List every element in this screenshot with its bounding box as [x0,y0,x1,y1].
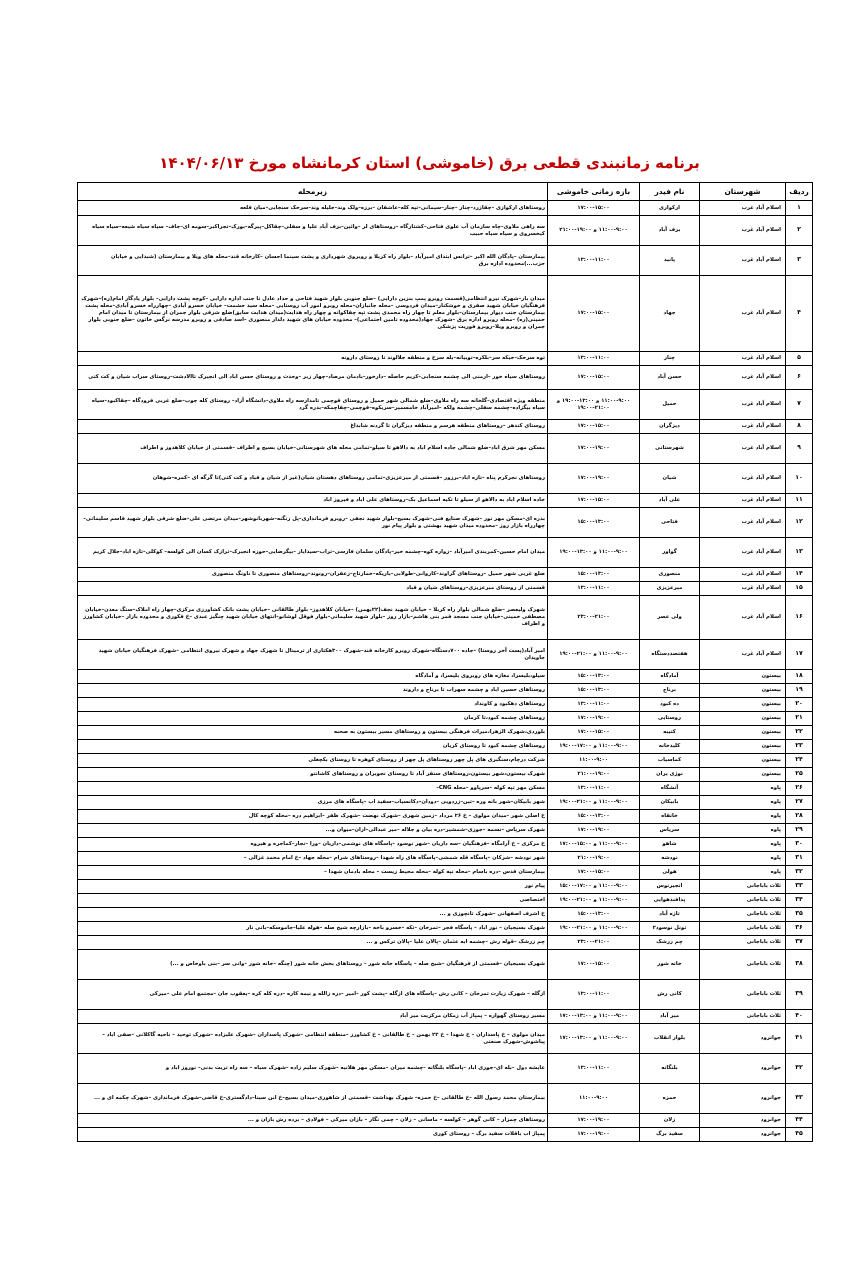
row-area: بیمارستان قدس –دره باسام –محله تپه کوله –محله محیط زیست – محله بادمان شهدا – [78,866,548,880]
row-index: ۳۷ [786,936,813,950]
row-city: بیستون [700,726,786,740]
row-area: میدان امام حسین–کمربندی امیرآباد –زواره کوه–چشمه خیر–پادگان سلمان فارسی–تراب–سیدایاز –بیگرضایی–حوزه انجیرک–ترازک کسان الی کولسه– کوکلی–تازه اباد–جلال کریم [78,538,548,568]
row-feeder: بلنگانه [640,1054,700,1084]
table-row [78,494,813,508]
table-row [78,1054,813,1084]
row-area: بیمارستان محمد رسول الله –خ طالقانی –خ حمزه– شهرک بهداشت –قسمتی از شاهوری–میدان بسیج–خ ابن سینا–دادگستری–خ قاضی–شهرک فرمانداری –شهرک چکمه ای و ... [78,1084,548,1114]
row-index: ۳۹ [786,980,813,1010]
row-time: ۱۱:۰۰-۹:۰۰ و ۲۱:۰۰-۱۹:۰۰ [548,640,640,670]
table-row [78,880,813,894]
row-time: ۱۵:۰۰-۱۳:۰۰ [548,810,640,824]
row-index: ۶ [786,366,813,390]
table-row [78,434,813,464]
column-header-time: بازه زمانی خاموشی [548,183,640,201]
row-index: ۳۵ [786,908,813,922]
row-city: اسلام آباد غرب [700,596,786,640]
row-index: ۱۵ [786,582,813,596]
row-feeder: هفتصددستگاه [640,640,700,670]
row-index: ۱۷ [786,640,813,670]
table-row [78,950,813,980]
row-city: اسلام آباد غرب [700,366,786,390]
row-city: جوانرود [700,1114,786,1128]
row-feeder: چم زرشک [640,936,700,950]
table-row [78,1114,813,1128]
row-index: ۲۳ [786,740,813,754]
row-feeder: شیان [640,464,700,494]
row-index: ۳ [786,246,813,276]
row-city: ثلاث باباجانی [700,936,786,950]
row-index: ۴۰ [786,1010,813,1024]
row-time: ۱۱:۰۰-۹:۰۰ و ۲۱:۰۰-۱۹:۰۰ [548,796,640,810]
row-time: ۱۳:۰۰-۱۱:۰۰ [548,782,640,796]
row-area: پمپاژ اب باقلات سفید برگ – روستای کوری [78,1128,548,1142]
row-feeder: سفید برگ [640,1128,700,1142]
row-area: بیمارستان –پادگان الله اکبر –ترانس ابتدای امیرآباد –بلوار راه کربلا و روبروی شهرداری و پشت سینما احسان –کارخانه قند–محله های ویلا و بیمارستان (شبدایی و خیابان حزب...)محدوده اداره برق [78,246,548,276]
row-city: اسلام آباد غرب [700,568,786,582]
row-time: ۱۳:۰۰-۱۱:۰۰ [548,980,640,1010]
row-time: ۱۷:۰۰-۱۹:۰۰ [548,434,640,464]
row-area: پیام نور [78,880,548,894]
table-header-row [78,183,813,201]
row-time: ۱۱:۰۰-۹:۰۰ و ۱۹:۰۰-۲۱:۰۰ [548,216,640,246]
row-time: ۱۷:۰۰-۱۹:۰۰ [548,464,640,494]
row-feeder: آتشگاه [640,782,700,796]
row-city: اسلام آباد غرب [700,201,786,216]
row-index: ۷ [786,390,813,420]
row-time: ۱۱:۰۰-۹:۰۰ و ۱۵:۰۰-۱۷:۰۰ [548,838,640,852]
row-city: اسلام آباد غرب [700,352,786,366]
row-feeder: حمزه [640,1084,700,1114]
row-time: ۲۱:۰۰-۱۹:۰۰ [548,768,640,782]
row-feeder: کانی رش [640,980,700,1010]
row-city: اسلام آباد غرب [700,216,786,246]
row-city: اسلام آباد غرب [700,538,786,568]
table-row [78,1084,813,1114]
row-feeder: بلوار انقلاب [640,1024,700,1054]
row-area: قسمتی از روستای میرعزیزی–روستاهای شیان و قباد [78,582,548,596]
table-row [78,582,813,596]
table-row [78,894,813,908]
table-row [78,740,813,754]
row-area: روستای کندهر –روستاهای منطقه هرسم و منطقه دیزگران تا گردنه شابداغ [78,420,548,434]
row-city: اسلام آباد غرب [700,464,786,494]
row-feeder: ده کبود [640,698,700,712]
row-time: ۱۷:۰۰-۱۵:۰۰ [548,276,640,352]
row-feeder: برف آباد [640,216,700,246]
row-city: بیستون [700,698,786,712]
row-city: بیستون [700,740,786,754]
row-feeder: پانید [640,246,700,276]
row-feeder: تازه آباد [640,908,700,922]
row-area: بدره ای–مسکن مهر نور –شهرک صنایع فنی–شهرک بسیج–بلوار شهید نجفی –روبرو فرمانداری–پل زنگنه–شهربانوشهر–میدان مرتضی علی–ضلع شرقی بلوار شهید قاسم سلیمانی–چهارراه بازار روز –محدوده میدان شهید بهشتی و بلوار پیام نور [78,508,548,538]
row-area: شهرک ولیعصر –ضلع شمالی بلوار راه کربلا – خیابان شهید نجف(۲۲بهمن) –خیابان کلاهدوز– بلوار طالقانی –خیابان پشت بانک کشاورزی مرکزی–چهار راه املاک–سنگ معدن–خیابان مصطفی خمینی–خیابان جنب مسجد قمر بنی هاشم–بازار روز –بلوار شهید سلیمانی–بلوار فوقل لوشانو–انتهای خیابان شهید چنگیز عبدی –خ فکوری و محدوده بازار –خیابان کشاورز و اطراف [78,596,548,640]
row-time: ۱۵:۰۰-۱۳:۰۰ [548,568,640,582]
row-city: بیستون [700,754,786,768]
row-feeder: انجیرنوس [640,880,700,894]
row-time: ۱۳:۰۰-۱۱:۰۰ [548,698,640,712]
row-area: منطقه ویژه اقتصادی–گلخانه سه راه ملاوی–ضلع شمالی شهر حمیل و روستای قوچمی تامدارسه راه ملاوی–دانشگاه آزاد– روستای کله جوب–ضلع غربی فرودگاه –چقاکبود–سیاه سیاه بیگزاده–چشمه سفلی–چشمه ولکه –امیرآباد خامسمیر–سربکوه–قوچمی–چقاچمکه–بدره گرد [78,390,548,420]
row-time: ۱۱:۰۰-۹:۰۰ [548,1084,640,1114]
table-row [78,201,813,216]
row-feeder: کماسیاب [640,754,700,768]
row-city: ثلاث باباجانی [700,908,786,922]
table-row [78,420,813,434]
table-row [78,726,813,740]
row-area: سه راهی ملاوی–چاه سازمان آب علوی فتاحی–کشتارگاه –روستاهای لر –وائین–برف آباد علیا و سفلی–چقاکل–پیرگه–بورک–تجراکبر–سومه ای–جاف– سیاه سیاه شیعه–سیاه سیاه کیخسروی و سیاه سیاه حبیب [78,216,548,246]
row-index: ۳۰ [786,838,813,852]
row-city: پاوه [700,824,786,838]
row-index: ۲۷ [786,796,813,810]
row-time: ۱۵:۰۰-۱۳:۰۰ [548,508,640,538]
row-city: ثلاث باباجانی [700,922,786,936]
row-time: ۱۷:۰۰-۱۵:۰۰ [548,866,640,880]
row-area: جاده اسلام اباد به دالاهو از سیلو تا تکیه اسماعیل بک–روستاهای علی اباد و فیروز اباد [78,494,548,508]
row-feeder: چنار [640,352,700,366]
row-feeder: منصوری [640,568,700,582]
row-index: ۳۳ [786,880,813,894]
row-feeder: حسن آباد [640,366,700,390]
row-area: خ اصلی شهر –میدان مولوی – خ ۲۶ مرداد –زمین شهری –شهرک نهضت –شهرک ظفر –ابراهیم دره –محله کوچه کال [78,810,548,824]
row-feeder: روستایی [640,712,700,726]
table-row [78,796,813,810]
row-area: بلوردی،شهرک الزهرا،میراث فرهنگی بیستون و روستاهای مسیر بیستون به صحنه [78,726,548,740]
row-index: ۴۵ [786,1128,813,1142]
row-time: ۱۱:۰۰-۹:۰۰ و ۱۷:۰۰-۱۵:۰۰ [548,880,640,894]
table-row [78,596,813,640]
row-area: روستاهای چشمه کبود،تا کرمان [78,712,548,726]
row-area: روستاهای ارکوازی –چقازرد–چنار –چنار–سیمانی–تپه کله–عاشقان –برزه–ولک وند–جلیله وند–سرخک سنجابی–میان قلعه [78,201,548,216]
column-header-feeder: نام فیدر [640,183,700,201]
row-city: ثلاث باباجانی [700,880,786,894]
table-row [78,936,813,950]
row-index: ۳۴ [786,894,813,908]
row-time: ۲۱:۰۰-۱۹:۰۰ [548,852,640,866]
row-feeder: خانقاه [640,810,700,824]
table-row [78,1128,813,1142]
table-row [78,1024,813,1054]
row-city: جوانرود [700,1084,786,1114]
row-time: ۱۷:۰۰-۱۹:۰۰ [548,712,640,726]
row-city: ثلاث باباجانی [700,1010,786,1024]
row-time: ۱۷:۰۰-۱۵:۰۰ [548,366,640,390]
row-city: اسلام آباد غرب [700,276,786,352]
row-time: ۱۷:۰۰-۱۵:۰۰ [548,201,640,216]
table-row [78,980,813,1010]
row-city: پاوه [700,796,786,810]
row-feeder: آمادگاه [640,670,700,684]
row-city: پاوه [700,866,786,880]
row-area: میدان مولوی – خ پاسداران – خ شهدا – خ ۲۲ بهمن – خ طالقانی – خ کشاورز –منطقه انتظامی –شهرک پاسداران –شهرک علیزاده –شهرک توحید – ناحیه گاکلانی –صفی اباد –پیاشوش–شهرک صنعتی [78,1024,548,1054]
page-title: برنامه زمانبندی قطعی برق (خاموشی) استان کرمانشاه مورخ ۱۴۰۴/۰۶/۱۳ [159,154,700,172]
column-header-city: شهرستان [700,183,786,201]
table-row [78,810,813,824]
row-feeder: هولی [640,866,700,880]
table-row [78,782,813,796]
row-index: ۵ [786,352,813,366]
row-index: ۲۶ [786,782,813,796]
row-area: خ اشرف اصفهانی –شهرک تانچوزی و ... [78,908,548,922]
row-area: شهرک سرپاس –نسمه –جوزی–شمشیر–دره بیان و جلاله –میر عبدالی–اران–میوان و... [78,824,548,838]
row-index: ۴۴ [786,1114,813,1128]
row-city: اسلام آباد غرب [700,420,786,434]
row-city: اسلام آباد غرب [700,390,786,420]
row-city: بیستون [700,768,786,782]
row-city: پاوه [700,852,786,866]
row-index: ۲۸ [786,810,813,824]
row-city: جوانرود [700,1054,786,1084]
row-feeder: بابیکان [640,796,700,810]
row-time: ۱۱:۰۰-۹:۰۰ و ۲۱:۰۰-۱۹:۰۰ [548,922,640,936]
row-time: ۱۱:۰۰-۹:۰۰ و ۲۱:۰۰-۱۹:۰۰ [548,894,640,908]
row-index: ۴ [786,276,813,352]
row-feeder: پدافندهوایی [640,894,700,908]
row-index: ۱۹ [786,684,813,698]
row-area: امیر آباد(پست آخر روستا) –جاده ۷۰۰دستگاه–شهرک روبرو کارخانه قند–شهرک ۳۰۰هکتاری از ترمینال تا شهرک جهاد و شهرک نیروی انتظامی –شهرک فرهنگیان خیابان شهید جاویدان [78,640,548,670]
row-time: ۱۱:۰۰-۹:۰۰ [548,754,640,768]
row-feeder: میر آباد [640,1010,700,1024]
table-row [78,246,813,276]
row-feeder: نودشه [640,852,700,866]
row-index: ۴۱ [786,1024,813,1054]
table-row [78,670,813,684]
row-index: ۴۳ [786,1084,813,1114]
row-city: اسلام آباد غرب [700,582,786,596]
row-feeder: زلان [640,1114,700,1128]
row-feeder: کلیدخانه [640,740,700,754]
row-area: میدان بار–شهرک نیرو انتظامی(قسمت روبرو پمپ بنزین دارایی) –ضلع جنوبی بلوار شهید فتاحی و حداد عادل تا جنب اداره دارایی –کوچه پشت دارایی– بلوار یادگار امام(ره)–شهرک فرهنگیان خیابان شهید صفری و خوشکنار–میدان فردوسی –محله جانبازان–محله روبرو امور آب روستایی –محله سید حشمت– خیابان خسرو آبادی –چهارراه خسرو آبادی–محله پشت بیمارستان جنب دیوار بیمارستان–بلوار معلم تا چهار راه محمدی پشت تپه چقاکوانه و چهار راه هدایت(میدان هدایت سابق)ضلع شرقی بلوار جمران از بیمارستان تا میدان امام خمینی(ره) –محله روبرو اداره برق –شهرک جهاد(محدوده تامین اجتماعی)– محدوده خیابان های شهید دلدار منصوری –اسد صادقی و روبرو مدرسه نرگس خاتون –ضلع جنوبی بلوار جمران و روبرو ویلا–روبرو فوریت پزشکی [78,276,548,352]
row-feeder: ارکوازی [640,201,700,216]
table-row [78,390,813,420]
row-time: ۱۵:۰۰-۱۳:۰۰ [548,908,640,922]
table-row [78,852,813,866]
row-city: پاوه [700,810,786,824]
table-row [78,754,813,768]
table-row [78,352,813,366]
row-city: جوانرود [700,1024,786,1054]
row-city: ثلاث باباجانی [700,980,786,1010]
row-time: ۲۳:۰۰-۲۱:۰۰ [548,596,640,640]
row-feeder: کتیبه [640,726,700,740]
table-row [78,508,813,538]
table-row [78,538,813,568]
row-index: ۲۰ [786,698,813,712]
row-area: شهر بابیکان–شهر بانه وره –تین–زردویی –دودان–دکانسیاب–سفید اب –پاسگاه های مرزی [78,796,548,810]
row-time: ۱۷:۰۰-۱۹:۰۰ [548,1128,640,1142]
row-feeder: خانه شور [640,950,700,980]
row-area: شهرک بسیجیان – نور اباد – پاسگاه فجر –تمرخان –تکه –خسرو باخه –بازارچه شیخ صله –هوله علیا–جاموسکه–بانی نار [78,922,548,936]
row-city: اسلام آباد غرب [700,640,786,670]
row-area: عایشه دول –بله ای–جوری اباد –پاسگاه بلنگانه –چشمه میران –مسکن مهر هلانیه –شهرک سلیم زاده –شهرک سیاه – سه راه تربت بدنی– نوروز اباد و [78,1054,548,1084]
row-index: ۱۸ [786,670,813,684]
row-city: جوانرود [700,1128,786,1142]
row-area: چم زرشک –قوله رش –چشمه ابه عثمان –پالان علیا –پالان ترکس و ... [78,936,548,950]
row-index: ۲ [786,216,813,246]
table-row [78,640,813,670]
row-index: ۱۱ [786,494,813,508]
row-feeder: سریاس [640,824,700,838]
row-city: اسلام آباد غرب [700,246,786,276]
table-row [78,684,813,698]
row-city: اسلام آباد غرب [700,434,786,464]
row-area: ضلع غربی شهر حمیل –روستاهای گراوند–کاروانی–طولابی–باریکه–خمارتاج–زعفران–رونوند–روستاهای منصوری تا ناونگ منصوری [78,568,548,582]
row-index: ۲۵ [786,768,813,782]
row-time: ۱۳:۰۰-۱۱:۰۰ [548,352,640,366]
row-area: روستاهای سیاه خور –ارمنی الی چشمه سنجابی–کریم حاصله –دارخور–بادمان مرصاد–چهار زبر –وحدت و روستای حسن اباد الی انجیرک تاالادشت–روستای سراب شیان و کت کتی [78,366,548,390]
row-city: اسلام آباد غرب [700,494,786,508]
row-index: ۲۲ [786,726,813,740]
row-area: روستاهای دهکبود و کاونداد [78,698,548,712]
row-feeder: حمیل [640,390,700,420]
row-feeder: میرعزیزی [640,582,700,596]
row-time: ۱۳:۰۰-۱۱:۰۰ [548,1054,640,1084]
column-header-index: ردیف [786,183,813,201]
row-index: ۱۲ [786,508,813,538]
table-row [78,712,813,726]
row-index: ۹ [786,434,813,464]
row-area: روستاهای حسین اباد و چشمه سهراب تا برناج و داروند [78,684,548,698]
row-area: مسیر روستای گهواره – پمپاژ آب زمکان مرکزیت میر آباد [78,1010,548,1024]
outage-schedule-table [77,182,813,1142]
row-feeder: شاهو [640,838,700,852]
row-time: ۱۷:۰۰-۱۹:۰۰ [548,824,640,838]
row-area: شهرک بسیجیان –قسمتی از فرهنگیان –شیخ صله – پاسگاه خانه شور – روستاهای بخش خانه شور (چنگه –خانه شور –وانی سر –بنی باوخاص و ...) [78,950,548,980]
row-time: ۱۷:۰۰-۱۵:۰۰ [548,420,640,434]
row-index: ۳۶ [786,922,813,936]
row-time: ۱۵:۰۰-۱۳:۰۰ [548,670,640,684]
row-area: شهرک بیستون،شهر بیستون،روستاهای سنقر آباد تا روستای نجوبران و روستاهای کاشانتو [78,768,548,782]
row-area: توه سرخک–خیکه سر–بلکره–توبیانه–بله سرخ و منطقه جلالوند تا روستای دارونه [78,352,548,366]
row-area: شرکت درچام،سنگبری های پل چهر روستاهای پل چهر از روستای کوهره تا روستای بکچغلی [78,754,548,768]
row-time: ۱۱:۰۰-۹:۰۰ و ۱۳:۰۰-۱۹:۰۰ و ۲۱:۰۰-۱۹:۰۰ [548,390,640,420]
table-row [78,568,813,582]
row-city: ثلاث باباجانی [700,894,786,908]
table-row [78,922,813,936]
table-row [78,838,813,852]
row-city: بیستون [700,684,786,698]
table-row [78,216,813,246]
row-city: پاوه [700,782,786,796]
row-time: ۲۳:۰۰-۲۱:۰۰ [548,936,640,950]
row-area: مسکن مهر شرق اباد–ضلع شمالی جاده اسلام اباد به دالاهو تا سیلو–تمامی محله های شهرستانی–خیابان بسیج و اطراف –قسمتی از خیابان کلاهدوز و اطراف [78,434,548,464]
table-row [78,276,813,352]
row-city: بیستون [700,670,786,684]
row-city: بیستون [700,712,786,726]
row-index: ۳۱ [786,852,813,866]
row-time: ۱۵:۰۰-۱۳:۰۰ [548,684,640,698]
table-body [78,201,813,1142]
row-time: ۱۳:۰۰-۱۱:۰۰ [548,246,640,276]
row-time: ۱۱:۰۰-۹:۰۰ و ۱۳:۰۰-۱۷:۰۰ [548,1010,640,1024]
row-city: اسلام آباد غرب [700,508,786,538]
row-index: ۴۲ [786,1054,813,1084]
row-feeder: جهاد [640,276,700,352]
table-row [78,768,813,782]
table-row [78,464,813,494]
row-index: ۲۱ [786,712,813,726]
row-area: ازگله – شهرک زیارت تمرخان – کانی رش –پاسگاه های ازگله –پشت کور –امیر –دره زالله و نیمه کاره –دره کله کره –یعقوب جان –مجتمع امام علی –میرکی [78,980,548,1010]
row-feeder: تونل نوسود۲ [640,922,700,936]
row-area: سیلو،بلیسرا، مغازه های روبروی بلیسرا، و آمادگاه [78,670,548,684]
row-index: ۱۶ [786,596,813,640]
row-feeder: علی آباد [640,494,700,508]
row-city: پاوه [700,838,786,852]
row-time: ۱۳:۰۰-۱۱:۰۰ [548,582,640,596]
table-row [78,908,813,922]
row-feeder: گواور [640,538,700,568]
row-area: خ مرکزی – خ آرامگاه –فرهنگیان –سه داریان –شهر نوسود –پاسگاه های نوشمی–داریان –ورا –نجار–کماجره و هیروه [78,838,548,852]
row-index: ۳۲ [786,866,813,880]
row-feeder: دیزگران [640,420,700,434]
row-time: ۱۱:۰۰-۹:۰۰ و ۱۷:۰۰-۱۹:۰۰ [548,740,640,754]
row-time: ۱۱:۰۰-۹:۰۰ و ۱۳:۰۰-۱۷:۰۰ [548,1024,640,1054]
table-row [78,366,813,390]
row-area: مسکن مهر تپه کوله –سرپاوو –محله CNG– [78,782,548,796]
row-index: ۳۸ [786,950,813,980]
row-index: ۲۴ [786,754,813,768]
table-row [78,866,813,880]
row-time: ۱۷:۰۰-۱۵:۰۰ [548,494,640,508]
row-feeder: برناج [640,684,700,698]
column-header-area: زیرمحله [78,183,548,201]
row-feeder: فتاحی [640,508,700,538]
row-index: ۱۰ [786,464,813,494]
row-index: ۱۴ [786,568,813,582]
table-row [78,824,813,838]
row-area: شهر نودشه –شرکان –پاسگاه قله شمشی–پاسگاه های راه شهدا –روستاهای شرام –محله جهاد –خ امام محمد غزالی – [78,852,548,866]
row-index: ۱۳ [786,538,813,568]
row-index: ۸ [786,420,813,434]
row-area: اختصاصی [78,894,548,908]
row-time: ۱۷:۰۰-۱۹:۰۰ [548,1114,640,1128]
row-area: روستاهای چمزار – کانی گوهر – کولسه – ماسانی – زلان – چمی نگار – بازان میرکی – فولادی – برده رش بازان و ... [78,1114,548,1128]
row-index: ۲۹ [786,824,813,838]
row-feeder: شهرستانی [640,434,700,464]
row-time: ۱۷:۰۰-۱۵:۰۰ [548,726,640,740]
table-row [78,1010,813,1024]
row-feeder: ولی عصر [640,596,700,640]
row-feeder: نوژی یران [640,768,700,782]
row-area: روستاهای چشمه کبود تا روستای کریان [78,740,548,754]
row-time: ۱۷:۰۰-۱۵:۰۰ [548,950,640,980]
table-row [78,698,813,712]
row-time: ۱۱:۰۰-۹:۰۰ و ۱۳:۰۰-۱۹:۰۰ [548,538,640,568]
row-city: ثلاث باباجانی [700,950,786,980]
row-area: روستاهای نجرکرم پناه –تازه اباد–برزور –قسمتی از میرعزیزی–تمامی روستاهای دهستان شیان(غیر از شیان و قباد و کت کتی)تا گرگه ای –کمره–شوهان [78,464,548,494]
row-index: ۱ [786,201,813,216]
